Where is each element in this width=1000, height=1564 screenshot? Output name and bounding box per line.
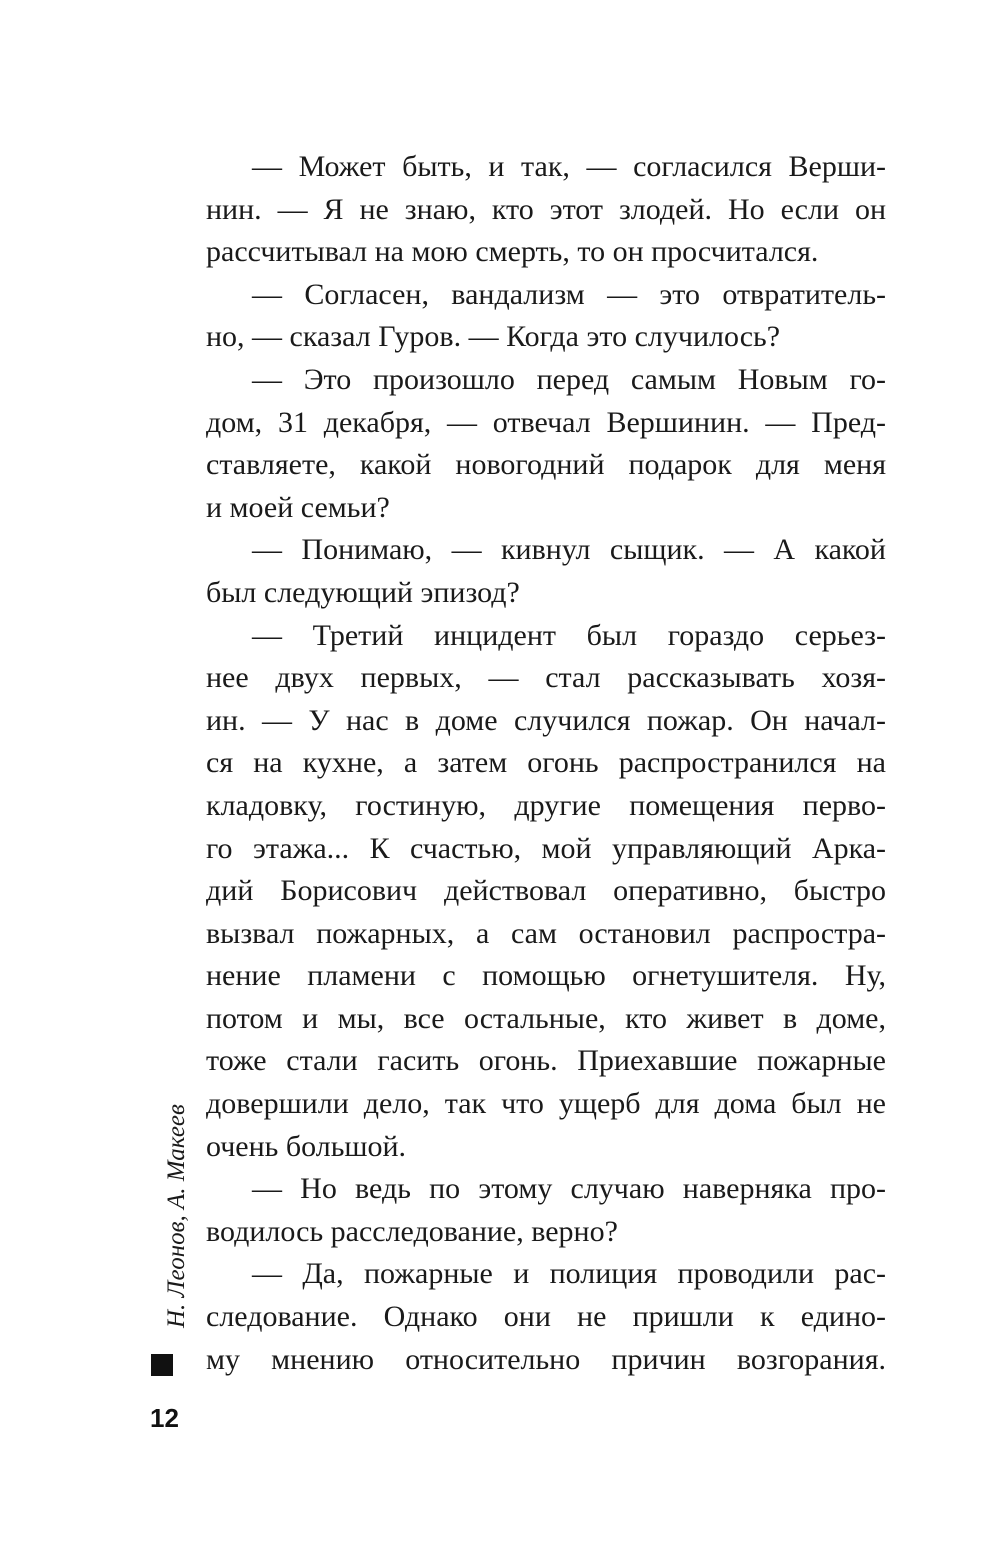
text-line: и моей семьи? (206, 490, 390, 524)
text-line: очень большой. (206, 1129, 407, 1163)
page-number: 12 (150, 1403, 179, 1433)
text-line: нее двух первых, — стал рассказывать хозя- (206, 661, 886, 695)
text-line: — Это произошло перед самым Новым го- (252, 362, 886, 396)
text-line: ставляете, какой новогодний подарок для меня (206, 448, 886, 482)
text-line: — Согласен, вандализм — это отвратитель- (252, 277, 886, 311)
text-line: — Может быть, и так, — согласился Верши- (252, 150, 886, 183)
square-marker-icon (151, 1354, 173, 1376)
text-line: дий Борисович действовал оперативно, быстро (206, 874, 886, 908)
text-line: рассчитывал на мою смерть, то он просчитался. (206, 235, 819, 269)
text-line: — Понимаю, — кивнул сыщик. — А какой (252, 533, 886, 567)
text-line: довершили дело, так что ущерб для дома был не (206, 1087, 886, 1121)
text-line: дом, 31 декабря, — отвечал Вершинин. — Пред- (206, 405, 886, 439)
text-line: но, — сказал Гуров. — Когда это случилось? (206, 320, 781, 354)
text-line: ин. — У нас в доме случился пожар. Он начал- (206, 703, 886, 737)
text-line: потом и мы, все остальные, кто живет в доме, (206, 1001, 886, 1035)
text-line: му мнению относительно причин возгорания. (206, 1342, 886, 1376)
text-line: кладовку, гостиную, другие помещения перво- (206, 788, 886, 822)
text-line: ся на кухне, а затем огонь распространился на (206, 746, 886, 780)
text-line: нение пламени с помощью огнетушителя. Ну, (206, 959, 886, 993)
text-line: был следующий эпизод? (206, 575, 520, 609)
text-line: следование. Однако они не пришли к едино- (206, 1300, 886, 1334)
text-line: тоже стали гасить огонь. Приехавшие пожарные (206, 1044, 886, 1078)
text-line: нин. — Я не знаю, кто этот злодей. Но если он (206, 192, 886, 226)
text-line: водилось расследование, верно? (206, 1214, 618, 1248)
text-line: — Да, пожарные и полиция проводили рас- (252, 1257, 886, 1291)
text-line: — Третий инцидент был гораздо серьез- (252, 618, 886, 652)
text-line: вызвал пожарных, а сам остановил распростра- (206, 916, 886, 950)
text-line: го этажа... К счастью, мой управляющий Арка- (206, 831, 886, 865)
running-head-authors: Н. Леонов, А. Макеев (163, 1104, 190, 1328)
body-text (206, 146, 886, 1381)
text-line: — Но ведь по этому случаю наверняка про- (252, 1172, 886, 1206)
